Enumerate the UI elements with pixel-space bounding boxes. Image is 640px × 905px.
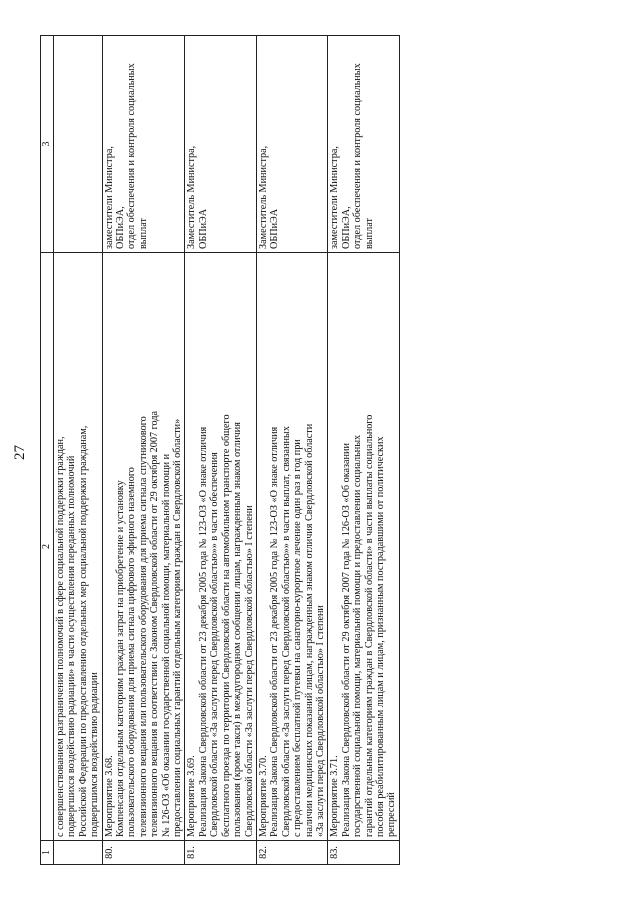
measure-description [102, 253, 185, 841]
description-line: Мероприятие 3.68. [103, 755, 115, 837]
description-line: пользования (кроме такси) в междугородном сообщении лицам, награжденным знаком отличия [232, 422, 244, 837]
description-line: пользовательского оборудования для приема сигнала цифрового эфирного наземного [126, 467, 138, 837]
responsible-line: ОБПиЭА, [340, 206, 352, 249]
responsible-line: отдел обеспечения и контроля социальных [126, 63, 138, 249]
table-row [102, 36, 185, 865]
row-number: 81. [185, 841, 256, 865]
description-line: телевизионного вещания в соответствии с Законом Свердловской области от 29 октября 2007 года [149, 410, 161, 837]
row-number: 82. [256, 841, 327, 865]
table-header-row [41, 36, 54, 865]
responsible-line: Заместитель Министра, [186, 145, 198, 249]
measure-description [185, 253, 256, 841]
description-line: Мероприятие 3.69. [186, 755, 198, 837]
header-col-2: 2 [41, 253, 54, 841]
responsible-line: ОБПиЭА [197, 208, 209, 249]
table-row [256, 36, 327, 865]
table-row [328, 36, 399, 865]
responsible-executor [54, 36, 103, 253]
description-line: государственной социальной помощи, материальной помощи и предоставлении социальных [352, 434, 364, 837]
responsible-line: выплат [363, 218, 375, 249]
row-number: 83. [328, 841, 399, 865]
description-line: наличии медицинских показаний лицам, награжденным знаком отличия Свердловской области [303, 423, 315, 837]
header-col-3: 3 [41, 36, 54, 253]
measure-description [256, 253, 327, 841]
description-line: пособия реабилитированным лицам и лицам, признанным пострадавшими от политических [374, 436, 386, 837]
description-line: с предоставлением бесплатной путевки на санаторно-курортное лечение один раз в год при [292, 439, 304, 837]
responsible-line: выплат [137, 218, 149, 249]
measure-description [328, 253, 399, 841]
measures-table [40, 35, 400, 865]
description-line: Российской Федерации по предоставлению отдельных мер социальной поддержки гражданам, [77, 425, 89, 837]
description-line: гарантий отдельным категориям граждан в Свердловской области» в части выплаты социального [363, 414, 375, 837]
description-line: подвергшимся воздействию радиации [89, 672, 101, 837]
table-row [185, 36, 256, 865]
table-row [54, 36, 103, 865]
description-line: телевизионного вещания или пользовательского оборудования для приема сигнала спутникового [137, 416, 149, 837]
description-line: подвергшихся воздействию радиации» в части осуществления переданных полномочий [66, 455, 78, 837]
row-number: 80. [102, 841, 185, 865]
responsible-line: заместители Министра, [103, 146, 115, 249]
responsible-line: отдел обеспечения и контроля социальных [352, 63, 364, 249]
row-number [54, 841, 103, 865]
description-line: бесплатного проезда по территории Свердловской области на автомобильном транспорте общего [220, 414, 232, 837]
responsible-executor [328, 36, 399, 253]
description-line: Реализация Закона Свердловской области от 23 декабря 2005 года № 123-ОЗ «О знаке отличия [197, 426, 209, 837]
description-line: Мероприятие 3.70. [257, 755, 269, 837]
responsible-executor [102, 36, 185, 253]
description-line: Компенсация отдельным категориям граждан затрат на приобретение и установку [115, 480, 127, 837]
responsible-executor [256, 36, 327, 253]
description-line: репрессий [386, 792, 398, 837]
description-line: с совершенствованием разграничения полномочий в сфере социальной поддержки граждан, [55, 436, 66, 837]
description-line: Реализация Закона Свердловской области от 29 октября 2007 года № 126-ОЗ «Об оказании [340, 443, 352, 837]
description-line: № 126-ОЗ «Об оказании государственной социальной помощи, материальной помощи и [160, 453, 172, 837]
responsible-executor [185, 36, 256, 253]
description-line: Свердловской области «За заслуги перед Свердловской областью»» в части обеспечения [209, 452, 221, 837]
description-line: предоставлении социальных гарантий отдельным категориям граждан в Свердловской области» [172, 418, 184, 837]
responsible-line: заместители Министра, [329, 146, 341, 249]
description-line: Свердловской области «За заслуги перед Свердловской областью»» в части выплат, связанных [280, 426, 292, 837]
measure-description [54, 253, 103, 841]
responsible-line: Заместитель Министра, [257, 145, 269, 249]
header-col-1: 1 [41, 841, 54, 865]
description-line: Свердловской области «За заслуги перед Свердловской областью» I степени [243, 505, 255, 837]
responsible-line: ОБПиЭА [269, 208, 281, 249]
responsible-line: ОБПиЭА, [115, 206, 127, 249]
description-line: Реализация Закона Свердловской области от 23 декабря 2005 года № 123-ОЗ «О знаке отличия [269, 426, 281, 837]
description-line: Мероприятие 3.71. [329, 755, 341, 837]
page-number: 27 [12, 445, 28, 460]
description-line: «За заслуги перед Свердловской областью» I степени [314, 605, 326, 837]
